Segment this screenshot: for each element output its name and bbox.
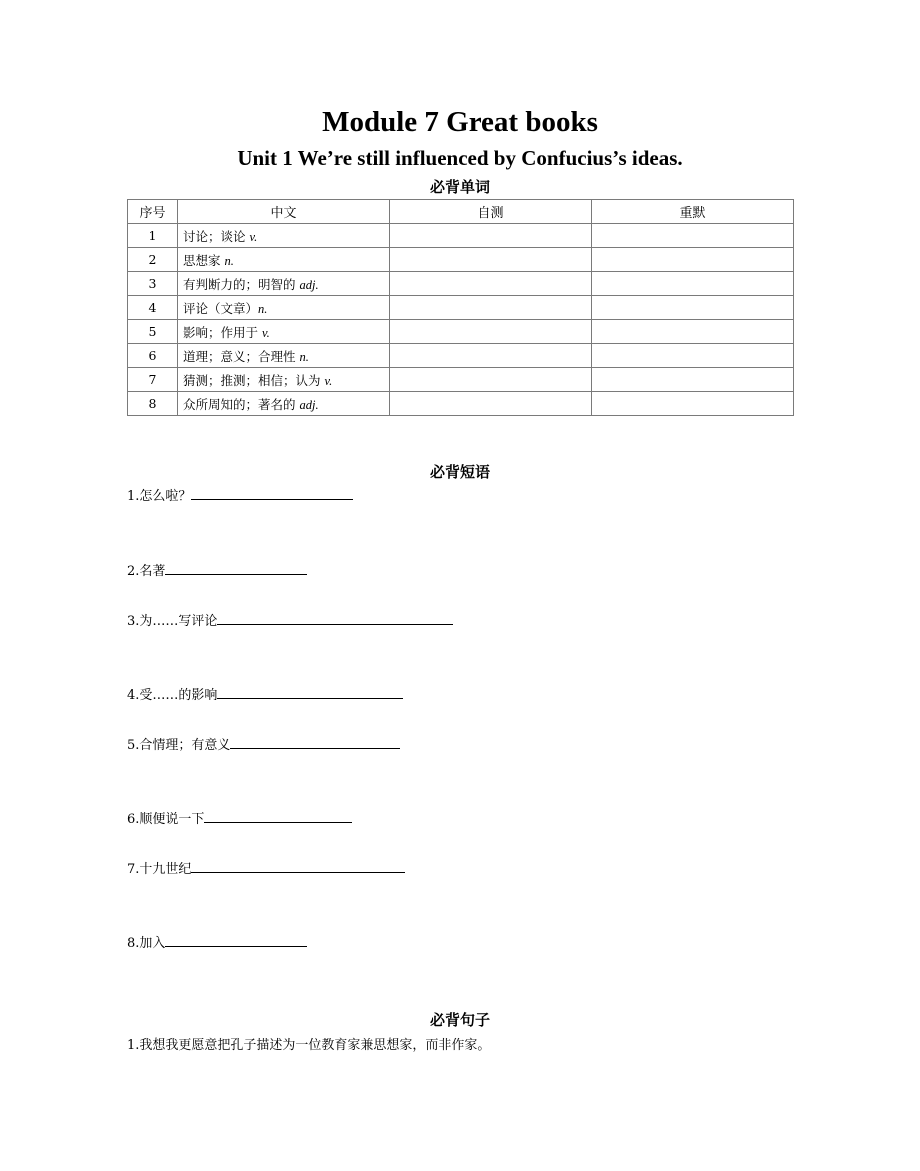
rewrite-cell[interactable] bbox=[592, 368, 794, 392]
col-header-rewrite: 重默 bbox=[592, 200, 794, 224]
row-chinese: 猜测；推测；相信；认为 v. bbox=[178, 368, 390, 392]
row-number: 6 bbox=[128, 344, 178, 368]
table-row bbox=[128, 296, 794, 320]
table-row bbox=[128, 320, 794, 344]
rewrite-cell[interactable] bbox=[592, 248, 794, 272]
vocab-heading: 必背单词 bbox=[429, 178, 490, 196]
answer-blank[interactable] bbox=[191, 487, 353, 500]
self-test-cell[interactable] bbox=[390, 224, 592, 248]
answer-blank[interactable] bbox=[204, 810, 352, 823]
rewrite-cell[interactable] bbox=[592, 392, 794, 416]
row-number: 2 bbox=[128, 248, 178, 272]
answer-blank[interactable] bbox=[230, 736, 400, 749]
answer-blank[interactable] bbox=[217, 612, 453, 625]
module-title: Module 7 Great books bbox=[322, 106, 598, 138]
phrase-item: 5.合情理；有意义 bbox=[127, 736, 400, 755]
rewrite-cell[interactable] bbox=[592, 272, 794, 296]
answer-blank[interactable] bbox=[191, 860, 405, 873]
row-chinese: 评论（文章）n. bbox=[178, 296, 390, 320]
self-test-cell[interactable] bbox=[390, 392, 592, 416]
row-chinese: 道理；意义；合理性 n. bbox=[178, 344, 390, 368]
phrase-item: 2.名著 bbox=[127, 562, 307, 581]
row-number: 3 bbox=[128, 272, 178, 296]
self-test-cell[interactable] bbox=[390, 368, 592, 392]
self-test-cell[interactable] bbox=[390, 248, 592, 272]
phrase-item: 4.受……的影响 bbox=[127, 686, 403, 705]
table-row bbox=[128, 272, 794, 296]
row-number: 4 bbox=[128, 296, 178, 320]
unit-title: Unit 1 We’re still influenced by Confucius’s ideas. bbox=[237, 146, 683, 170]
table-row bbox=[128, 368, 794, 392]
answer-blank[interactable] bbox=[165, 562, 307, 575]
phrase-item: 6.顺便说一下 bbox=[127, 810, 352, 829]
vocab-header-row bbox=[128, 200, 794, 224]
col-header-chinese: 中文 bbox=[178, 200, 390, 224]
sentences-heading: 必背句子 bbox=[429, 1011, 490, 1029]
sentence-item: 1.我想我更愿意把孔子描述为一位教育家兼思想家，而非作家。 bbox=[127, 1038, 491, 1053]
answer-blank[interactable] bbox=[217, 686, 403, 699]
self-test-cell[interactable] bbox=[390, 296, 592, 320]
row-number: 7 bbox=[128, 368, 178, 392]
row-number: 1 bbox=[128, 224, 178, 248]
row-chinese: 有判断力的；明智的 adj. bbox=[178, 272, 390, 296]
row-chinese: 众所周知的；著名的 adj. bbox=[178, 392, 390, 416]
phrase-item: 7.十九世纪 bbox=[127, 860, 405, 879]
rewrite-cell[interactable] bbox=[592, 296, 794, 320]
vocab-table bbox=[127, 199, 794, 416]
phrase-item: 3.为……写评论 bbox=[127, 612, 453, 631]
table-row bbox=[128, 344, 794, 368]
phrases-heading: 必背短语 bbox=[429, 463, 490, 481]
row-number: 8 bbox=[128, 392, 178, 416]
row-chinese: 思想家 n. bbox=[178, 248, 390, 272]
table-row bbox=[128, 224, 794, 248]
table-row bbox=[128, 392, 794, 416]
phrase-item: 8.加入 bbox=[127, 934, 307, 953]
table-row bbox=[128, 248, 794, 272]
self-test-cell[interactable] bbox=[390, 320, 592, 344]
rewrite-cell[interactable] bbox=[592, 344, 794, 368]
answer-blank[interactable] bbox=[165, 934, 307, 947]
self-test-cell[interactable] bbox=[390, 272, 592, 296]
row-number: 5 bbox=[128, 320, 178, 344]
self-test-cell[interactable] bbox=[390, 344, 592, 368]
row-chinese: 影响；作用于 v. bbox=[178, 320, 390, 344]
col-header-self-test: 自测 bbox=[390, 200, 592, 224]
rewrite-cell[interactable] bbox=[592, 320, 794, 344]
rewrite-cell[interactable] bbox=[592, 224, 794, 248]
row-chinese: 讨论；谈论 v. bbox=[178, 224, 390, 248]
phrase-item: 1.怎么啦？ bbox=[127, 487, 353, 506]
col-header-number: 序号 bbox=[128, 200, 178, 224]
